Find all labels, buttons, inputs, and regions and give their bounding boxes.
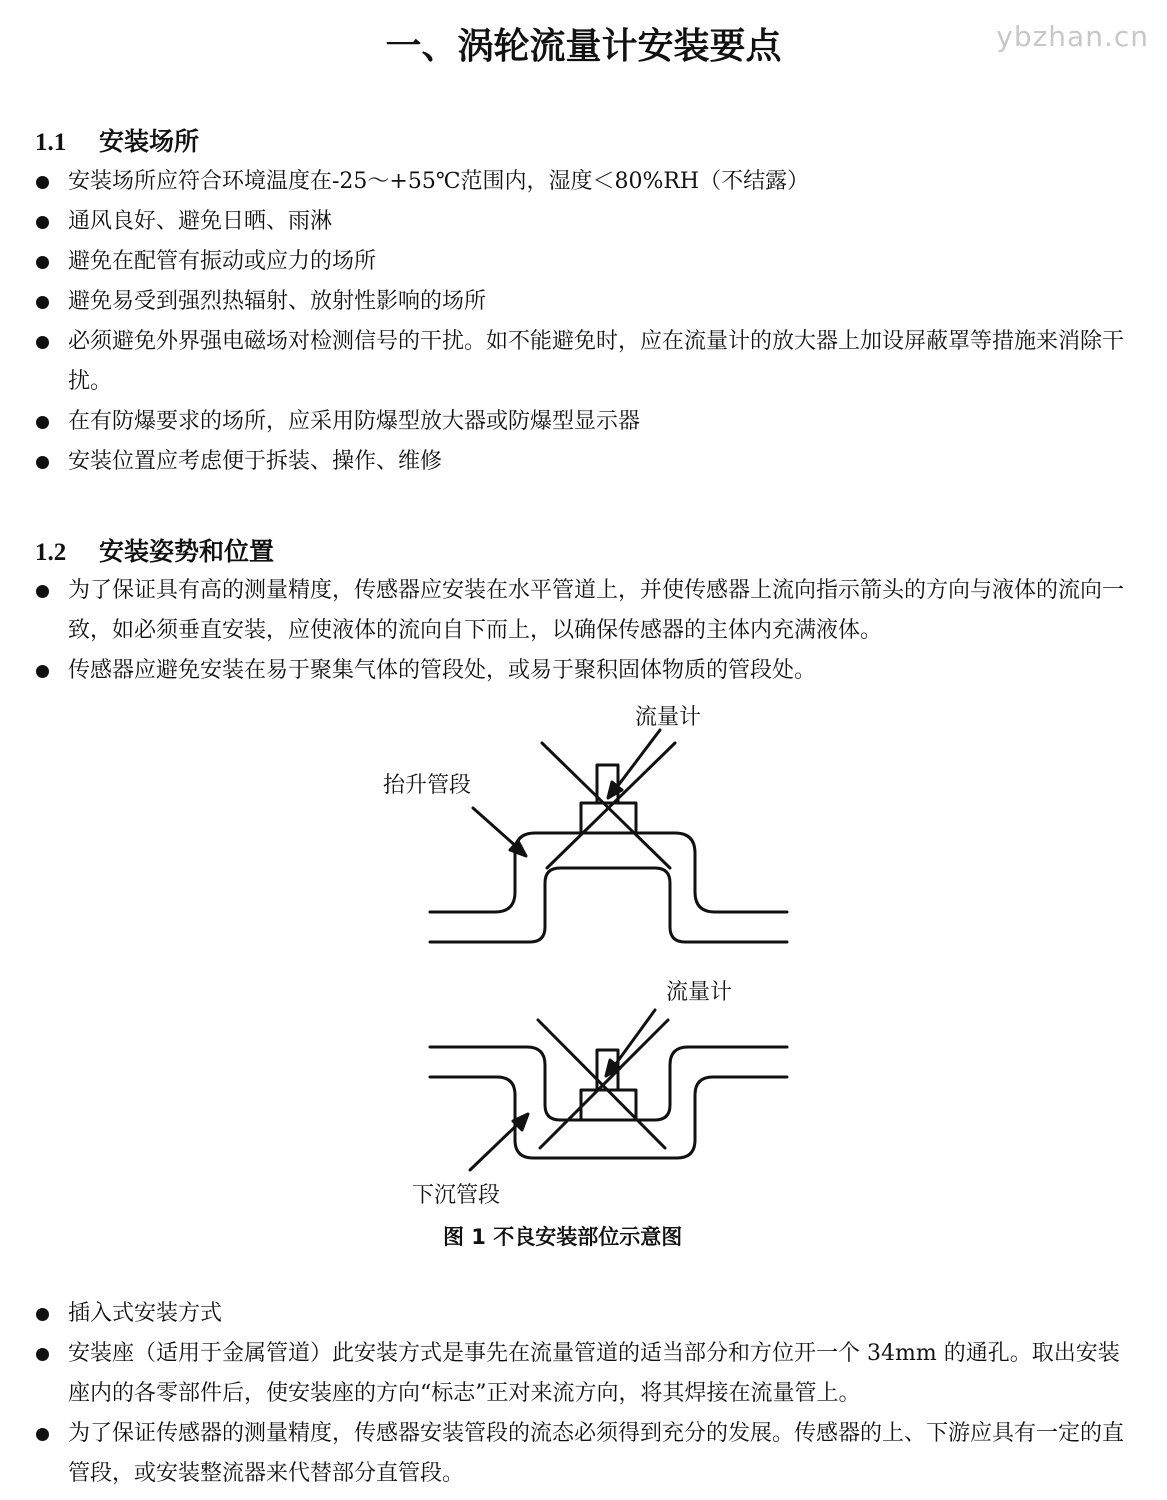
bullet-icon bbox=[36, 1428, 49, 1441]
bullet-icon bbox=[36, 665, 49, 678]
rise-pipe-inner bbox=[430, 868, 787, 942]
section-title: 安装姿势和位置 bbox=[99, 537, 275, 566]
section-number: 1.1 bbox=[35, 129, 67, 156]
bullet-icon bbox=[36, 1348, 49, 1361]
list-item: 插入式安装方式 bbox=[0, 1294, 1167, 1334]
bullet-icon bbox=[36, 336, 49, 349]
section-heading-1-1 bbox=[35, 122, 199, 158]
section-1-1-list bbox=[0, 162, 1167, 482]
list-item: 传感器应避免安装在易于聚集气体的管段处，或易于聚积固体物质的管段处。 bbox=[0, 651, 1167, 691]
rise-pipe-outer bbox=[430, 833, 787, 912]
bottom-cross-line-1 bbox=[538, 1020, 665, 1148]
section-heading-1-2 bbox=[35, 532, 274, 568]
bullet-icon bbox=[36, 1308, 49, 1321]
rise-pointer-line bbox=[473, 808, 518, 848]
rise-section-label: 抬升管段 bbox=[383, 773, 472, 798]
bottom-flowmeter-label: 流量计 bbox=[666, 980, 733, 1005]
list-item: 为了保证传感器的测量精度，传感器安装管段的流态必须得到充分的发展。传感器的上、下游应具有一定的直管段，或安装整流器来代替部分直管段。 bbox=[0, 1414, 1167, 1494]
bullet-icon bbox=[36, 456, 49, 469]
bottom-cross-line-2 bbox=[540, 1020, 668, 1148]
bullet-icon bbox=[36, 216, 49, 229]
list-item: 在有防爆要求的场所，应采用防爆型放大器或防爆型显示器 bbox=[0, 402, 1167, 442]
installation-figure bbox=[0, 690, 1167, 1260]
section-number: 1.2 bbox=[35, 539, 67, 566]
list-item: 为了保证具有高的测量精度，传感器应安装在水平管道上，并使传感器上流向指示箭头的方向与液体的流向一致，如必须垂直安装，应使液体的流向自下而上，以确保传感器的主体内充满液体。 bbox=[0, 571, 1167, 651]
list-item: 安装场所应符合环境温度在-25～+55℃范围内，湿度＜80%RH（不结露） bbox=[0, 162, 1167, 202]
watermark: ybzhan.cn bbox=[996, 20, 1149, 53]
list-item: 安装位置应考虑便于拆装、操作、维修 bbox=[0, 442, 1167, 482]
top-cross-line-2 bbox=[547, 743, 675, 868]
bullet-icon bbox=[36, 256, 49, 269]
top-flowmeter-label: 流量计 bbox=[635, 705, 702, 730]
top-cross-line-1 bbox=[542, 743, 670, 868]
list-item: 避免在配管有振动或应力的场所 bbox=[0, 242, 1167, 282]
bottom-flowmeter-body bbox=[581, 1090, 636, 1120]
bullet-icon bbox=[36, 176, 49, 189]
sink-section-label: 下沉管段 bbox=[412, 1183, 501, 1208]
list-item: 避免易受到强烈热辐射、放射性影响的场所 bbox=[0, 282, 1167, 322]
installation-method-list bbox=[0, 1294, 1167, 1494]
figure-caption: 图 1 不良安装部位示意图 bbox=[443, 1225, 683, 1249]
bullet-icon bbox=[36, 585, 49, 598]
list-item: 必须避免外界强电磁场对检测信号的干扰。如不能避免时，应在流量计的放大器上加设屏蔽罩等措施来消除干扰。 bbox=[0, 322, 1167, 402]
page-title: 一、涡轮流量计安装要点 bbox=[385, 26, 782, 67]
section-title: 安装场所 bbox=[99, 127, 200, 156]
section-1-2-list bbox=[0, 571, 1167, 691]
list-item: 通风良好、避免日晒、雨淋 bbox=[0, 202, 1167, 242]
pipe-diagram bbox=[0, 690, 1167, 1260]
sink-pointer-line bbox=[470, 1122, 520, 1170]
list-item: 安装座（适用于金属管道）此安装方式是事先在流量管道的适当部分和方位开一个 34mm 的通孔。取出安装座内的各零部件后，使安装座的方向“标志”正对来流方向，将其焊接在流量管上。 bbox=[0, 1334, 1167, 1414]
bullet-icon bbox=[36, 416, 49, 429]
bullet-icon bbox=[36, 296, 49, 309]
